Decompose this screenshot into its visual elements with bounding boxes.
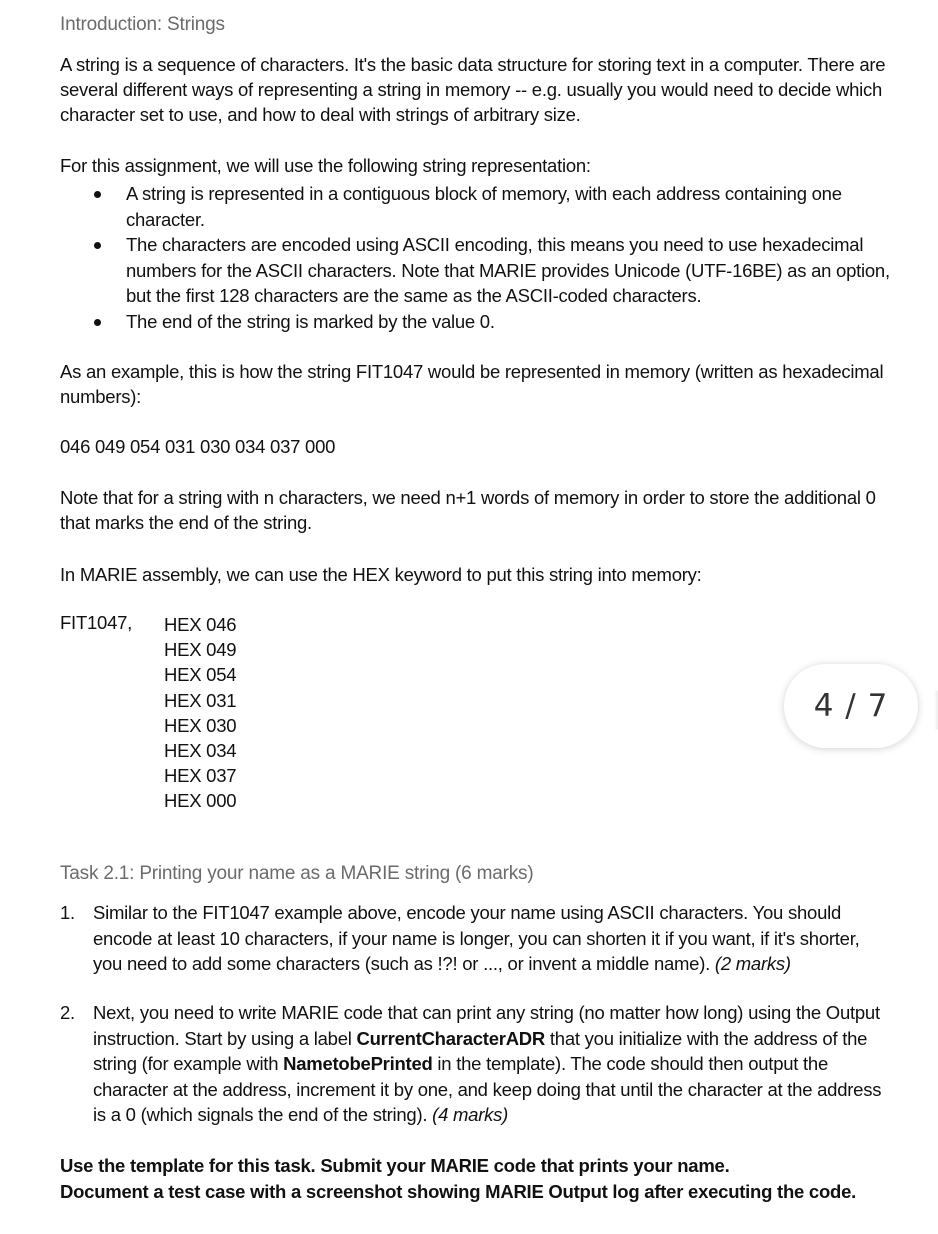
- hex-code-line: HEX 030: [164, 714, 237, 736]
- representation-bullet-list: [60, 181, 890, 334]
- task-heading: Task 2.1: Printing your name as a MARIE string (6 marks): [60, 863, 534, 884]
- intro-paragraph-3: As an example, this is how the string FIT1047 would be represented in memory (written as hexadecimal numbers):: [60, 361, 884, 407]
- task-item-text: that you initialize with the address of the string (for example with: [93, 1027, 868, 1074]
- hex-code-line: HEX 031: [164, 689, 237, 711]
- task-item-body: [60, 1000, 890, 1128]
- task-item-2: [60, 1000, 890, 1128]
- bullet-item: [60, 309, 890, 335]
- task-item-marks: (2 marks): [714, 953, 791, 974]
- intro-paragraph-4: Note that for a string with n characters, we need n+1 words of memory in order to store the additional 0 that marks the end of the string.: [60, 487, 876, 533]
- intro-paragraph-5: In MARIE assembly, we can use the HEX keyword to put this string into memory:: [60, 564, 702, 585]
- task-item-text: Similar to the FIT1047 example above, encode your name using ASCII characters. You should encode at least 10 characters, if your name is longer, you can shorten it if you want, if it's shorter, you need to add some characters (such as !?! or ..., or invent a middle name).: [93, 902, 860, 974]
- scroll-edge: [934, 690, 938, 730]
- submission-instructions: [60, 1153, 890, 1205]
- hex-code-line: HEX 054: [164, 664, 237, 686]
- hex-code-line: HEX 000: [164, 790, 237, 812]
- hex-code-label: FIT1047,: [60, 612, 133, 633]
- task-item-text: Next, you need to write MARIE code that can print any string (no matter how long) using the Output instruction. Start by using a label: [93, 1002, 880, 1049]
- task-item-text: in the template). The code should then output the character at the address, increment it by one, and keep doing that until the character at the address is a 0 (which signals the end of the string).: [93, 1053, 882, 1125]
- bullet-dot-icon: [94, 242, 101, 249]
- hex-code-line: HEX 046: [164, 614, 237, 635]
- bullet-text: The characters are encoded using ASCII encoding, this means you need to use hexadecimal numbers for the ASCII characters. Note that MARIE provides Unicode (UTF-16BE) as an option, but the first 128 characters are the same as the ASCII-coded characters.: [126, 234, 890, 306]
- label-current-character-adr: CurrentCharacterADR: [356, 1027, 546, 1049]
- label-name-to-be-printed: NametobePrinted: [283, 1053, 433, 1074]
- task-item-marks: (4 marks): [432, 1104, 509, 1125]
- task-item-1: [60, 900, 890, 977]
- submission-line: Use the template for this task. Submit your MARIE code that prints your name.: [60, 1155, 730, 1176]
- bullet-item: [60, 181, 890, 232]
- bullet-text: The end of the string is marked by the value 0.: [126, 310, 495, 332]
- hex-code-line: HEX 037: [164, 765, 237, 787]
- task-item-body: [60, 900, 890, 977]
- hex-sequence: 046 049 054 031 030 034 037 000: [60, 436, 336, 457]
- task-item-number: 2.: [60, 1002, 75, 1023]
- bullet-item: [60, 232, 890, 309]
- intro-heading: Introduction: Strings: [60, 14, 225, 35]
- page-indicator: 4 / 7: [784, 664, 918, 748]
- bullet-dot-icon: [94, 319, 101, 326]
- hex-code-line: HEX 049: [164, 639, 237, 661]
- intro-paragraph-2: For this assignment, we will use the following string representation:: [60, 155, 591, 176]
- hex-code-block: [164, 612, 236, 814]
- hex-code-line: HEX 034: [164, 740, 237, 762]
- bullet-dot-icon: [94, 191, 101, 198]
- bullet-text: A string is represented in a contiguous block of memory, with each address containing one character.: [126, 183, 842, 230]
- intro-paragraph-1: A string is a sequence of characters. It's the basic data structure for storing text in a computer. There are several different ways of representing a string in memory -- e.g. usually you would need to decide which character set to use, and how to deal with strings of arbitrary size.: [60, 54, 886, 125]
- task-item-number: 1.: [60, 902, 75, 923]
- submission-line: Document a test case with a screenshot showing MARIE Output log after executing the code.: [60, 1181, 856, 1202]
